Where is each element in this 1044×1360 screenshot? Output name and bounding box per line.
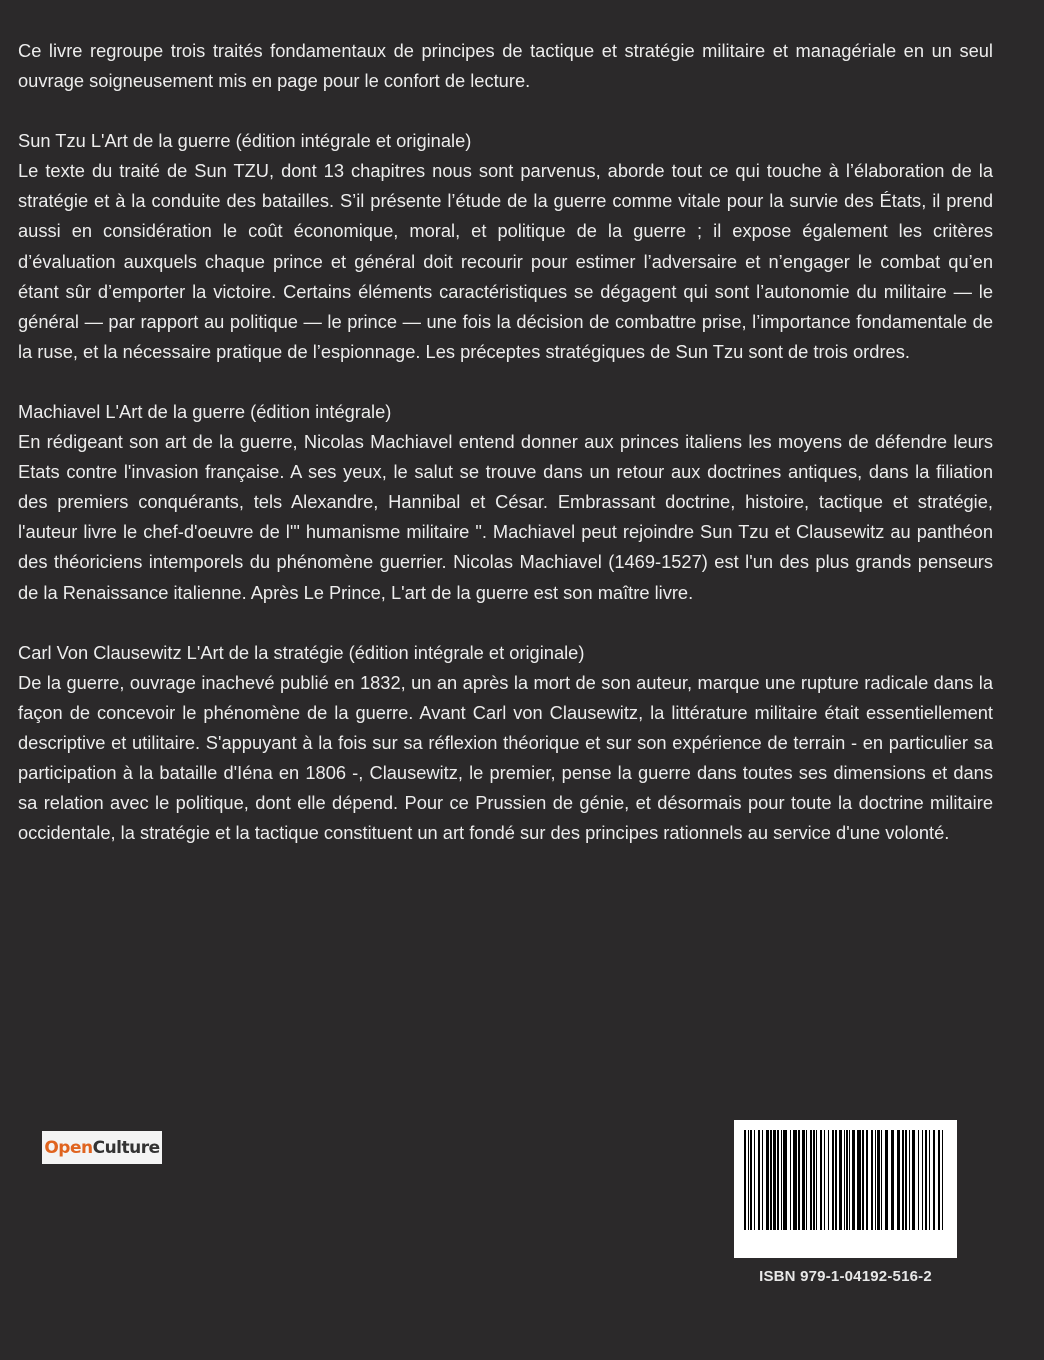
barcode-bar [790,1130,791,1230]
barcode-bar [938,1130,940,1230]
barcode-bar [802,1130,805,1230]
barcode-bar [885,1130,888,1230]
barcode-bar [820,1130,822,1230]
barcode-bar [798,1130,800,1230]
section-title: Sun Tzu L'Art de la guerre (édition intégrale et originale) [18,130,472,152]
barcode-bar [909,1130,910,1230]
intro-paragraph: Ce livre regroupe trois traités fondamentaux de principes de tactique et stratégie militaire et managériale en un seul ouvrage soigneusement mis en page pour le confort de lecture. [18,40,993,92]
barcode-bar [857,1130,861,1230]
barcode-bar [832,1130,834,1230]
barcode-bar [942,1130,943,1230]
logo-part-culture: Culture [92,1137,160,1158]
barcode-bar [744,1130,746,1230]
barcode-bar [777,1130,779,1230]
barcode-bar [897,1130,900,1230]
barcode-bar [824,1130,825,1230]
barcode-bar [828,1130,829,1230]
section-clausewitz [18,638,993,849]
barcode-bar [773,1130,776,1230]
logo-part-open: Open [44,1137,93,1158]
section-sun-tzu [18,126,993,367]
barcode-bar [781,1130,782,1230]
barcode-bar [871,1130,873,1230]
barcode-bar [770,1130,772,1230]
barcode-bar [902,1130,904,1230]
section-title: Machiavel L'Art de la guerre (édition intégrale) [18,400,392,422]
barcode-bar [810,1130,812,1230]
barcode-bar [766,1130,769,1230]
barcode-bar [849,1130,850,1230]
barcode-bar [750,1130,752,1230]
barcode-bar [846,1130,848,1230]
section-machiavel [18,397,993,608]
barcode-bar [925,1130,927,1230]
barcode-bar [912,1130,915,1230]
barcode-bar [844,1130,845,1230]
barcode-bar [762,1130,763,1230]
publisher-logo [42,1131,162,1164]
barcode-bar [839,1130,842,1230]
barcode-bar [918,1130,919,1230]
barcode-bar [852,1130,855,1230]
barcode-bars [744,1130,947,1230]
barcode-bar [905,1130,907,1230]
barcode-bar [862,1130,864,1230]
barcode [734,1120,957,1258]
barcode-bar [922,1130,923,1230]
barcode-bar [758,1130,760,1230]
barcode-bar [816,1130,817,1230]
back-cover-text [18,36,993,878]
barcode-bar [748,1130,749,1230]
barcode-bar [933,1130,935,1230]
section-body: Le texte du traité de Sun TZU, dont 13 chapitres nous sont parvenus, aborde tout ce qui touche à l’élaboration de la stratégie et à la conduite des batailles. S’il présente l’étude de la guerre comme vitale pour la survie des États, il prend aussi en considération le coût économique, moral, et politique de la guerre ; il expose également les critères d’évaluation auxquels chaque prince et général doit recourir pour estimer l’adversaire et n’engager le combat qu’en étant sûr d’emporter la victoire. Certains éléments caractéristiques se dégagent qui sont l’autonomie du militaire — le général — par rapport au politique — le prince — une fois la décision de combattre prise, l’importance fondamentale de la ruse, et la nécessaire pratique de l’espionnage. Les préceptes stratégiques de Sun Tzu sont de trois ordres. [18,160,993,362]
barcode-bar [866,1130,868,1230]
barcode-bar [881,1130,882,1230]
section-title: Carl Von Clausewitz L'Art de la stratégie (édition intégrale et originale) [18,641,585,663]
barcode-bar [875,1130,876,1230]
barcode-bar [929,1130,930,1230]
barcode-bar [793,1130,797,1230]
section-body: De la guerre, ouvrage inachevé publié en 1832, un an après la mort de son auteur, marque une rupture radicale dans la façon de concevoir le phénomène de la guerre. Avant Carl von Clausewitz, la littérature militaire était essentiellement descriptive et utilitaire. S'appuyant à la fois sur sa réflexion théorique et sur son expérience de terrain - en particulier sa participation à la bataille d'Iéna en 1806 -, Clausewitz, le premier, pense la guerre dans toutes ses dimensions et dans sa relation avec le politique, dont elle dépend. Pour ce Prussien de génie, et désormais pour toute la doctrine militaire occidentale, la stratégie et la tactique constituent un art fondé sur des principes rationnels au service d'une volonté. [18,671,993,844]
section-body: En rédigeant son art de la guerre, Nicolas Machiavel entend donner aux princes italiens les moyens de défendre leurs Etats contre l'invasion française. A ses yeux, le salut se trouve dans un retour aux doctrines antiques, dans la filiation des premiers conquérants, tels Alexandre, Hannibal et César. Embrassant doctrine, histoire, tactique et stratégie, l'auteur livre le chef-d'oeuvre de l'" humanisme militaire ". Machiavel peut rejoindre Sun Tzu et Clausewitz au panthéon des théoriciens intemporels du phénomène guerrier. Nicolas Machiavel (1469-1527) est l'un des plus grands penseurs de la Renaissance italienne. Après Le Prince, L'art de la guerre est son maître livre. [18,431,993,603]
barcode-bar [754,1130,755,1230]
isbn-label: ISBN 979-1-04192-516-2 [759,1268,932,1285]
barcode-bar [877,1130,880,1230]
barcode-bar [783,1130,787,1230]
barcode-bar [813,1130,815,1230]
barcode-bar [891,1130,894,1230]
barcode-bar [835,1130,837,1230]
barcode-bar [806,1130,807,1230]
